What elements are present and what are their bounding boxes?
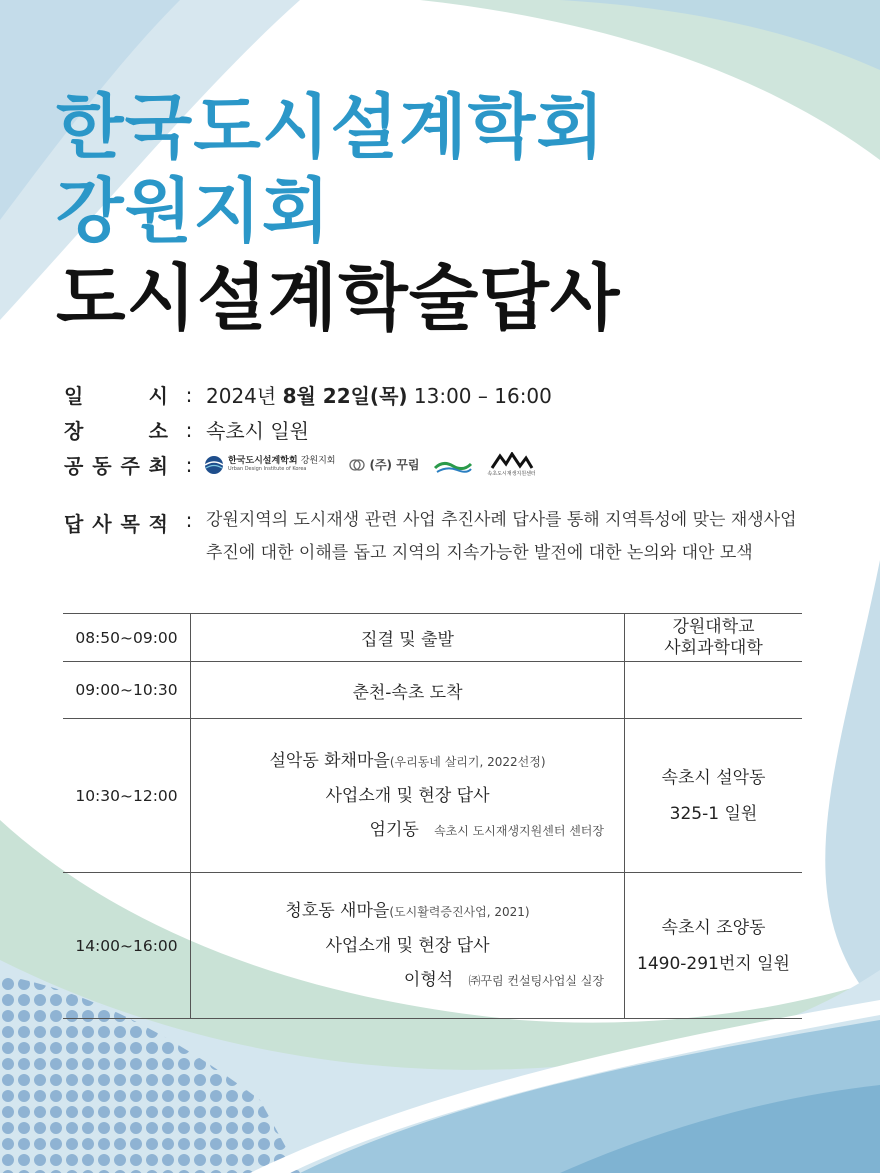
table-row: [63, 614, 802, 662]
site-note: (도시활력증진사업, 2021): [389, 904, 530, 919]
schedule-activity: [191, 719, 625, 873]
udik-logo: [204, 455, 335, 475]
date-time: 13:00 – 16:00: [407, 384, 552, 408]
info-hosts-label: [64, 450, 168, 479]
label-char: 소: [148, 419, 168, 443]
colon: :: [185, 452, 193, 477]
site-line: [191, 744, 624, 779]
purpose-label: [64, 508, 168, 570]
site-line: [191, 894, 624, 929]
label-char: 사: [92, 512, 112, 536]
location-line-1: 속초시 조양동: [661, 917, 766, 938]
sokcho-regen-center-logo-icon: [490, 452, 534, 470]
table-row: [63, 662, 802, 719]
schedule-activity: [191, 873, 625, 1019]
guide-role: 속초시 도시재생지원센터 센터장: [434, 823, 604, 838]
info-date-label: [64, 380, 168, 409]
label-char: 답: [64, 512, 84, 536]
label-char: 주: [120, 454, 140, 478]
purpose-line-1: 강원지역의 도시재생 관련 사업 추진사례 답사를 통해 지역특성에 맞는 재생사업: [206, 510, 797, 530]
info-hosts-row: [64, 450, 536, 479]
info-place-row: [64, 415, 309, 444]
purpose-row: [64, 508, 797, 570]
kkurim-name: (주) 꾸림: [369, 458, 420, 472]
info-place-label: [64, 415, 168, 444]
label-char: 목: [120, 512, 140, 536]
label-char: 일: [64, 384, 84, 408]
schedule-location: [625, 662, 803, 719]
kkurim-logo-icon: [349, 458, 365, 472]
colon: :: [185, 417, 193, 442]
label-char: 장: [64, 419, 84, 443]
title-line-2: 강원지회: [56, 170, 331, 252]
guide-name: 이형석: [403, 969, 454, 990]
purpose-line-2: 추진에 대한 이해를 돕고 지역의 지속가능한 발전에 대한 논의와 대안 모색: [206, 543, 753, 563]
label-char: 동: [92, 454, 112, 478]
program-text: 사업소개 및 현장 답사: [325, 935, 490, 956]
schedule-location: [625, 614, 803, 662]
schedule-activity: 집결 및 출발: [191, 614, 625, 662]
location-line-2: 325-1 일원: [669, 803, 758, 824]
title-line-3: 도시설계학술답사: [56, 256, 621, 340]
title-line-1: 한국도시설계학회: [56, 86, 605, 168]
colon: :: [185, 382, 193, 407]
label-char: 최: [148, 454, 168, 478]
label-char: 공: [64, 454, 84, 478]
info-date-value: [206, 380, 552, 409]
colon: :: [185, 508, 193, 532]
date-year: 2024년: [206, 384, 283, 408]
guide-name: 엄기동: [369, 819, 419, 840]
label-char: 적: [148, 512, 168, 536]
sokcho-logo: [433, 454, 473, 476]
site-name: 설악동 화채마을: [269, 750, 390, 771]
sokcho-logo-icon: [433, 454, 473, 476]
regen-center-logo: [487, 452, 535, 477]
udik-globe-logo-icon: [204, 455, 224, 475]
udik-sub: Urban Design Institute of Korea: [228, 465, 307, 472]
regen-center-name: 속초도시재생지원센터: [487, 471, 536, 477]
schedule-time: 10:30~12:00: [63, 719, 191, 873]
schedule-activity: 춘천-속초 도착: [191, 662, 625, 719]
guide-role: ㈜꾸림 컨설팅사업실 실장: [468, 973, 604, 988]
schedule-table: [63, 613, 802, 1019]
location-line-2: 1490-291번지 일원: [637, 953, 790, 974]
kkurim-logo: [349, 456, 419, 473]
info-place-value: 속초시 일원: [206, 419, 309, 443]
schedule-time: 14:00~16:00: [63, 873, 191, 1019]
site-note: (우리동네 살리기, 2022선정): [389, 754, 546, 769]
schedule-time: 08:50~09:00: [63, 614, 191, 662]
table-row: [63, 719, 802, 873]
table-row: [63, 873, 802, 1019]
label-char: 시: [148, 384, 168, 408]
location-line-1: 강원대학교: [672, 616, 755, 637]
schedule-time: 09:00~10:30: [63, 662, 191, 719]
host-logos: [204, 452, 536, 477]
guide-line: [191, 813, 624, 848]
program-text: 사업소개 및 현장 답사: [325, 785, 490, 806]
date-day: 8월 22일(목): [282, 384, 408, 408]
location-line-1: 속초시 설악동: [661, 767, 766, 788]
udik-name: 한국도시설계학회 강원지회: [228, 455, 336, 466]
purpose-text: [206, 504, 797, 570]
schedule-location: [625, 719, 803, 873]
info-date-row: [64, 380, 552, 409]
guide-line: [191, 963, 624, 998]
site-name: 청호동 새마을: [285, 900, 390, 921]
schedule-location: [625, 873, 803, 1019]
location-line-2: 사회과학대학: [664, 637, 763, 658]
